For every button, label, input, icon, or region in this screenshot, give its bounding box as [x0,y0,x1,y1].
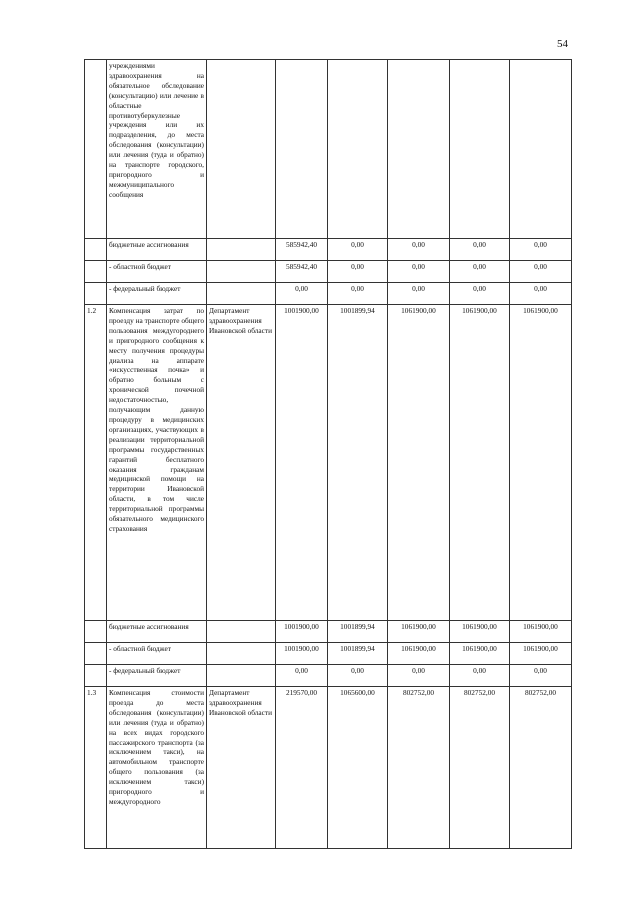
value-cell: 1061900,00 [510,621,572,643]
value-cell: 1061900,00 [388,305,450,621]
table-row-item-1-3 [85,687,572,849]
value-cell: 585942,40 [276,239,328,261]
value-cell: 0,00 [510,261,572,283]
item-name-cell: Компенсация стоимости проезда до места обследования (консультации) или лечения (туда и обратно) на всех видах городского пассажирского транспорта (за исключением такси), на автомобильном транспорте общего пользования (за исключением такси) пригородного и междугородного [107,687,207,849]
item-name-cell: - областной бюджет [107,261,207,283]
table-row-item-1-2 [85,305,572,621]
value-cell: 0,00 [510,665,572,687]
value-cell: 1061900,00 [450,305,510,621]
executor-cell [207,665,276,687]
value-cell [450,60,510,239]
value-cell: 0,00 [510,283,572,305]
value-cell: 0,00 [276,283,328,305]
value-cell: 0,00 [276,665,328,687]
value-cell [388,60,450,239]
item-name-cell: бюджетные ассигнования [107,239,207,261]
value-cell: 802752,00 [388,687,450,849]
budget-table [84,59,572,849]
value-cell: 0,00 [510,239,572,261]
value-cell: 0,00 [450,261,510,283]
item-name-cell: - областной бюджет [107,643,207,665]
row-number-cell [85,239,107,261]
value-cell: 1061900,00 [450,643,510,665]
value-cell: 0,00 [388,261,450,283]
value-cell: 219570,00 [276,687,328,849]
value-cell [510,60,572,239]
row-number-cell [85,621,107,643]
value-cell: 1061900,00 [510,305,572,621]
federal-budget-row [85,283,572,305]
value-cell: 1001899,94 [328,305,388,621]
row-number-cell [85,283,107,305]
value-cell: 0,00 [450,665,510,687]
row-number-cell: 1.3 [85,687,107,849]
value-cell: 802752,00 [450,687,510,849]
budget-allocations-row [85,239,572,261]
executor-cell: Департамент здравоохранения Ивановской области [207,305,276,621]
executor-cell [207,60,276,239]
value-cell: 1061900,00 [450,621,510,643]
row-number-cell [85,261,107,283]
item-name-cell: Компенсация затрат по проезду на транспорте общего пользования междугороднего и пригородного сообщения к месту получения процедуры диализа на аппарате «искусственная почка» и обратно больным с хронической почечной недостаточностью, получающим данную процедуру в медицинских организациях, участвующих в реализации территориальной программы государственных гарантий бесплатного оказания гражданам медицинской помощи на территории Ивановской области, в том числе территориальной программы обязательного медицинского страхования [107,305,207,621]
budget-allocations-row [85,621,572,643]
value-cell: 1001900,00 [276,621,328,643]
value-cell: 1061900,00 [388,621,450,643]
page-number: 54 [557,38,568,50]
value-cell: 0,00 [328,261,388,283]
value-cell: 1001900,00 [276,305,328,621]
row-number-cell [85,665,107,687]
value-cell: 1001899,94 [328,643,388,665]
value-cell: 1001899,94 [328,621,388,643]
item-name-cell: бюджетные ассигнования [107,621,207,643]
value-cell: 1065600,00 [328,687,388,849]
value-cell: 585942,40 [276,261,328,283]
item-name-cell: - федеральный бюджет [107,665,207,687]
value-cell: 0,00 [450,239,510,261]
executor-cell: Департамент здравоохранения Ивановской области [207,687,276,849]
value-cell: 0,00 [328,283,388,305]
value-cell [328,60,388,239]
value-cell: 1061900,00 [388,643,450,665]
value-cell: 0,00 [328,665,388,687]
value-cell: 802752,00 [510,687,572,849]
executor-cell [207,283,276,305]
value-cell: 1001900,00 [276,643,328,665]
executor-cell [207,621,276,643]
value-cell [276,60,328,239]
item-name-cell: учреждениями здравоохранения на обязательное обследование (консультацию) или лечение в областные противотуберкулезные учреждения или их подразделения, до места обследования (консультации) или лечения (туда и обратно) на транспорте городского, пригородного и межмуниципального сообщения [107,60,207,239]
row-number-cell: 1.2 [85,305,107,621]
regional-budget-row [85,643,572,665]
value-cell: 1061900,00 [510,643,572,665]
executor-cell [207,643,276,665]
row-number-cell [85,643,107,665]
row-number-cell [85,60,107,239]
value-cell: 0,00 [388,665,450,687]
value-cell: 0,00 [328,239,388,261]
executor-cell [207,261,276,283]
item-name-cell: - федеральный бюджет [107,283,207,305]
federal-budget-row [85,665,572,687]
executor-cell [207,239,276,261]
value-cell: 0,00 [388,283,450,305]
table-row-continued-item [85,60,572,239]
regional-budget-row [85,261,572,283]
value-cell: 0,00 [388,239,450,261]
value-cell: 0,00 [450,283,510,305]
